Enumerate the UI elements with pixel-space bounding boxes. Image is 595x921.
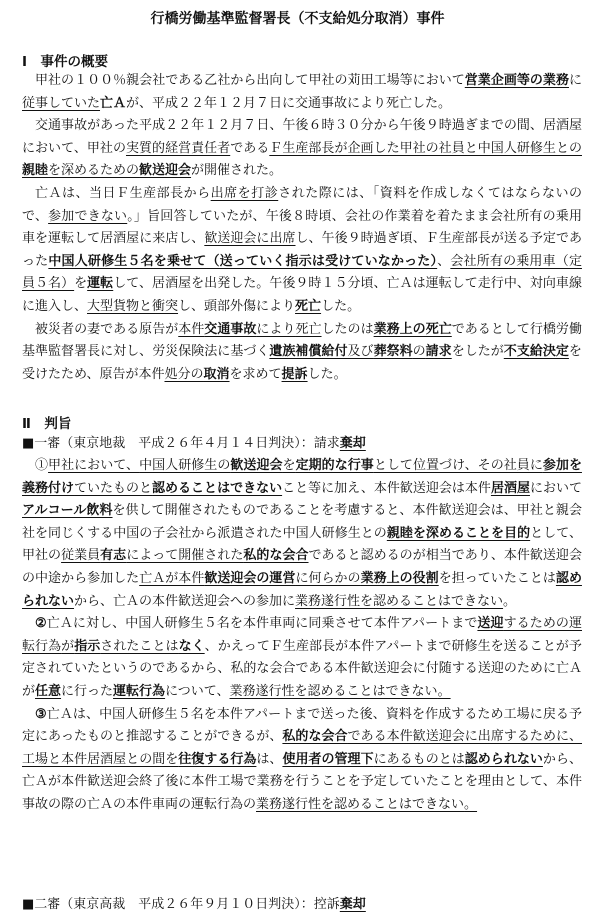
ruling-point-3: ③亡Ａは、中国人研修生５名を本件アパートまで送った後、資料を作成するため工場に戻る予定にあったものと推認することができるが、私的な会合である本件歓送迎会に出席するために、工場と本件居酒屋との間を往復する行為は、使用者の管理下にあるものとは認められないから、亡Ａが本件歓送迎会終了後に本件工場で業務を行うことを予定していたことを理由として、本件事故の際の亡Ａの本件車両の運転行為の業務遂行性を認めることはできない。 — [22, 706, 583, 812]
overview-paragraph-1: 甲社の１００％親会社である乙社から出向して甲社の苅田工場等において営業企画等の業務に従事していた亡Ａが、平成２２年１２月７日に交通事故により死亡した。 — [22, 73, 582, 111]
document-title: 行橋労働基準監督署長（不支給処分取消）事件 — [150, 11, 445, 27]
ruling-section — [22, 455, 582, 817]
first-instance-line: ■一審（東京地裁 平成２６年４月１４日判決）：請求棄却 — [22, 436, 366, 451]
section-heading-overview: Ⅰ 事件の概要 — [22, 54, 109, 70]
ruling-point-2: ②亡Ａに対し、中国人研修生５名を本件車両に同乗させて本件アパートまで送迎するための運転行為が指示されたことはなく、かえってＦ生産部長が本件アパートまで研修生を送ることが予定されていたというのであるから、私的な会合である本件歓送迎会に付随する送迎のために亡Ａが任意に行った運転行為について、業務遂行性を認めることはできない。 — [22, 616, 582, 699]
overview-paragraph-2: 交通事故があった平成２２年１２月７日、午後６時３０分から午後９時過ぎまでの間、居酒屋において、甲社の実質的経営責任者であるＦ生産部長が企画した甲社の社員と中国人研修生との親睦を深めるための歓送迎会が開催された。 — [22, 118, 582, 179]
second-instance-line: ■二審（東京高裁 平成２６年９月１０日判決）：控訴棄却 — [22, 897, 366, 912]
overview-paragraph-4: 被災者の妻である原告が本件交通事故により死亡したのは業務上の死亡であるとして行橋労働基準監督署長に対し、労災保険法に基づく遺族補償給付及び葬祭料の請求をしたが不支給決定を受けたため、原告が本件処分の取消を求めて提訴した。 — [22, 321, 582, 382]
ruling-point-1: ①甲社において、中国人研修生の歓送迎会を定期的な行事として位置づけ、その社員に参加を義務付けていたものと認めることはできないこと等に加え、本件歓送迎会は本件居酒屋においてアルコール飲料を供して開催されたものであることを考慮すると、本件歓送迎会は、甲社と親会社を同じくする中国の子会社から派遣された中国人研修生との親睦を深めることを目的として、甲社の従業員有志によって開催された私的な会合であると認めるのが相当であり、本件歓送迎会の中途から参加した亡Ａが本件歓送迎会の運営に何らかの業務上の役割を担っていたことは認められないから、亡Ａの本件歓送迎会への参加に業務遂行性を認めることはできない。 — [22, 458, 582, 609]
overview-paragraph-3: 亡Ａは、当日Ｆ生産部長から出席を打診された際には、「資料を作成しなくてはならないので、参加できない。」旨回答していたが、午後８時頃、会社の作業着を着たまま会社所有の乗用車を運転して居酒屋に来店し、歓送迎会に出席し、午後９時過ぎ頃、Ｆ生産部長が送る予定であった中国人研修生５名を乗せて（送っていく指示は受けていなかった）、会社所有の乗用車（定員５名）を運転して、居酒屋を出発した。午後９時１５分頃、亡Ａは運転して走行中、対向車線に進入し、大型貨物と衝突し、頭部外傷により死亡した。 — [22, 185, 582, 314]
section-heading-ruling: Ⅱ 判旨 — [22, 416, 72, 432]
overview-section — [22, 70, 582, 386]
